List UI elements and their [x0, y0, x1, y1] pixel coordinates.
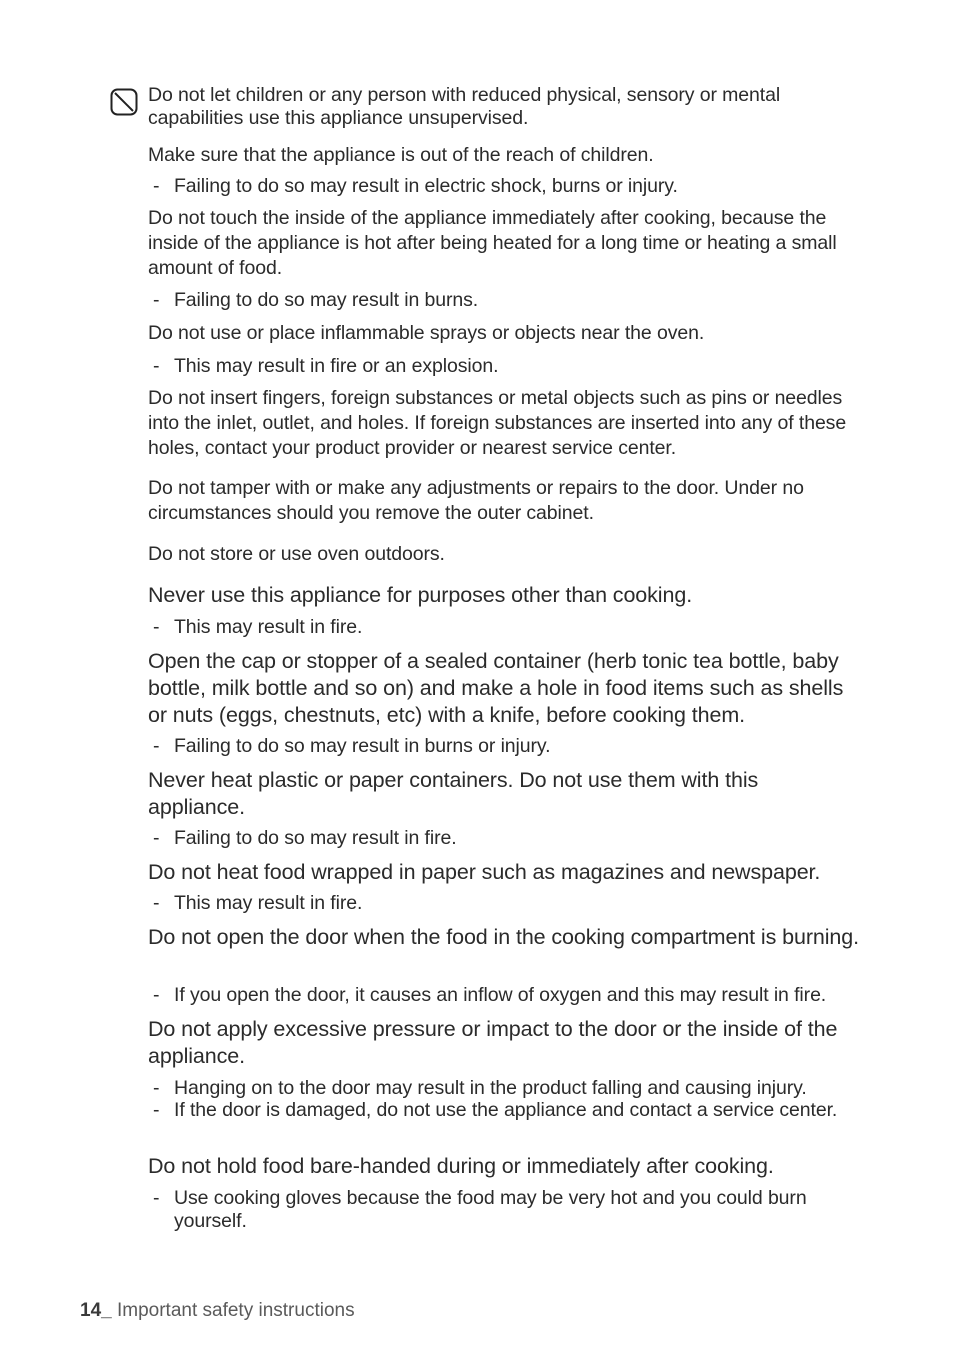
sub-bullet-text: This may result in fire. — [174, 616, 363, 638]
sub-bullet — [153, 735, 854, 758]
section-title: Important safety instructions — [111, 1300, 355, 1321]
paragraph: Do not open the door when the food in the cooking compartment is burning. — [148, 925, 860, 949]
paragraph: Do not hold food bare-handed during or immediately after cooking. — [148, 1154, 774, 1178]
bullet-dash: - — [153, 892, 160, 914]
sub-bullet-text: If you open the door, it causes an inflow of oxygen and this may result in fire. — [174, 984, 827, 1006]
bullet-dash: - — [153, 1077, 160, 1099]
sub-bullet — [153, 355, 854, 378]
paragraph: Never heat plastic or paper containers. Do not use them with this appliance. — [148, 768, 759, 819]
paragraph: Never use this appliance for purposes other than cooking. — [148, 583, 693, 607]
paragraph: Do not use or place inflammable sprays or objects near the oven. — [148, 322, 705, 344]
paragraph: Do not store or use oven outdoors. — [148, 543, 445, 565]
prohibition-icon — [110, 88, 138, 116]
sub-bullet-text: Hanging on to the door may result in the product falling and causing injury. — [174, 1077, 807, 1099]
sub-bullet — [153, 827, 854, 850]
paragraph: Open the cap or stopper of a sealed container (herb tonic tea bottle, baby bottle, milk bottle and so on) and make a hole in food items such as shells or nuts (eggs, chestnuts, etc) with a knife, before cooking them. — [148, 649, 844, 727]
sub-bullet — [153, 1187, 854, 1233]
sub-bullet — [153, 1077, 854, 1100]
sub-bullet — [153, 616, 854, 639]
paragraph: Do not let children or any person with reduced physical, sensory or mental capabilities use this appliance unsupervised. — [148, 84, 781, 129]
bullet-dash: - — [153, 1099, 160, 1121]
sub-bullet-text: Failing to do so may result in burns. — [174, 289, 479, 311]
sub-bullet-text: This may result in fire or an explosion. — [174, 355, 499, 377]
page-footer — [80, 1300, 355, 1322]
sub-bullet — [153, 984, 854, 1007]
bullet-dash: - — [153, 1187, 160, 1209]
bullet-dash: - — [153, 984, 160, 1006]
sub-bullet — [153, 175, 854, 198]
bullet-dash: - — [153, 616, 160, 638]
page-number: 14_ — [80, 1300, 112, 1321]
paragraph: Do not insert fingers, foreign substances or metal objects such as pins or needles into the inlet, outlet, and holes. If foreign substances are inserted into any of these holes, contact your product provider or nearest service center. — [148, 387, 847, 459]
paragraph: Do not apply excessive pressure or impact to the door or the inside of the appliance. — [148, 1017, 838, 1068]
paragraph: Do not tamper with or make any adjustments or repairs to the door. Under no circumstances should you remove the outer cabinet. — [148, 477, 804, 524]
sub-bullet-text: Failing to do so may result in burns or injury. — [174, 735, 551, 757]
bullet-dash: - — [153, 355, 160, 377]
sub-bullet — [153, 1099, 854, 1122]
paragraph: Do not touch the inside of the appliance immediately after cooking, because the inside of the appliance is hot after being heated for a long time or heating a small amount of food. — [148, 207, 837, 279]
sub-bullet-text: Use cooking gloves because the food may be very hot and you could burn yourself. — [174, 1187, 807, 1232]
sub-bullet — [153, 892, 854, 915]
sub-bullet-text: Failing to do so may result in fire. — [174, 827, 457, 849]
sub-bullet — [153, 289, 854, 312]
paragraph: Make sure that the appliance is out of the reach of children. — [148, 144, 654, 166]
paragraph: Do not heat food wrapped in paper such as magazines and newspaper. — [148, 860, 821, 884]
sub-bullet-text: If the door is damaged, do not use the appliance and contact a service center. — [174, 1099, 838, 1121]
bullet-dash: - — [153, 827, 160, 849]
bullet-dash: - — [153, 175, 160, 197]
bullet-dash: - — [153, 735, 160, 757]
sub-bullet-text: Failing to do so may result in electric shock, burns or injury. — [174, 175, 678, 197]
sub-bullet-text: This may result in fire. — [174, 892, 363, 914]
bullet-dash: - — [153, 289, 160, 311]
